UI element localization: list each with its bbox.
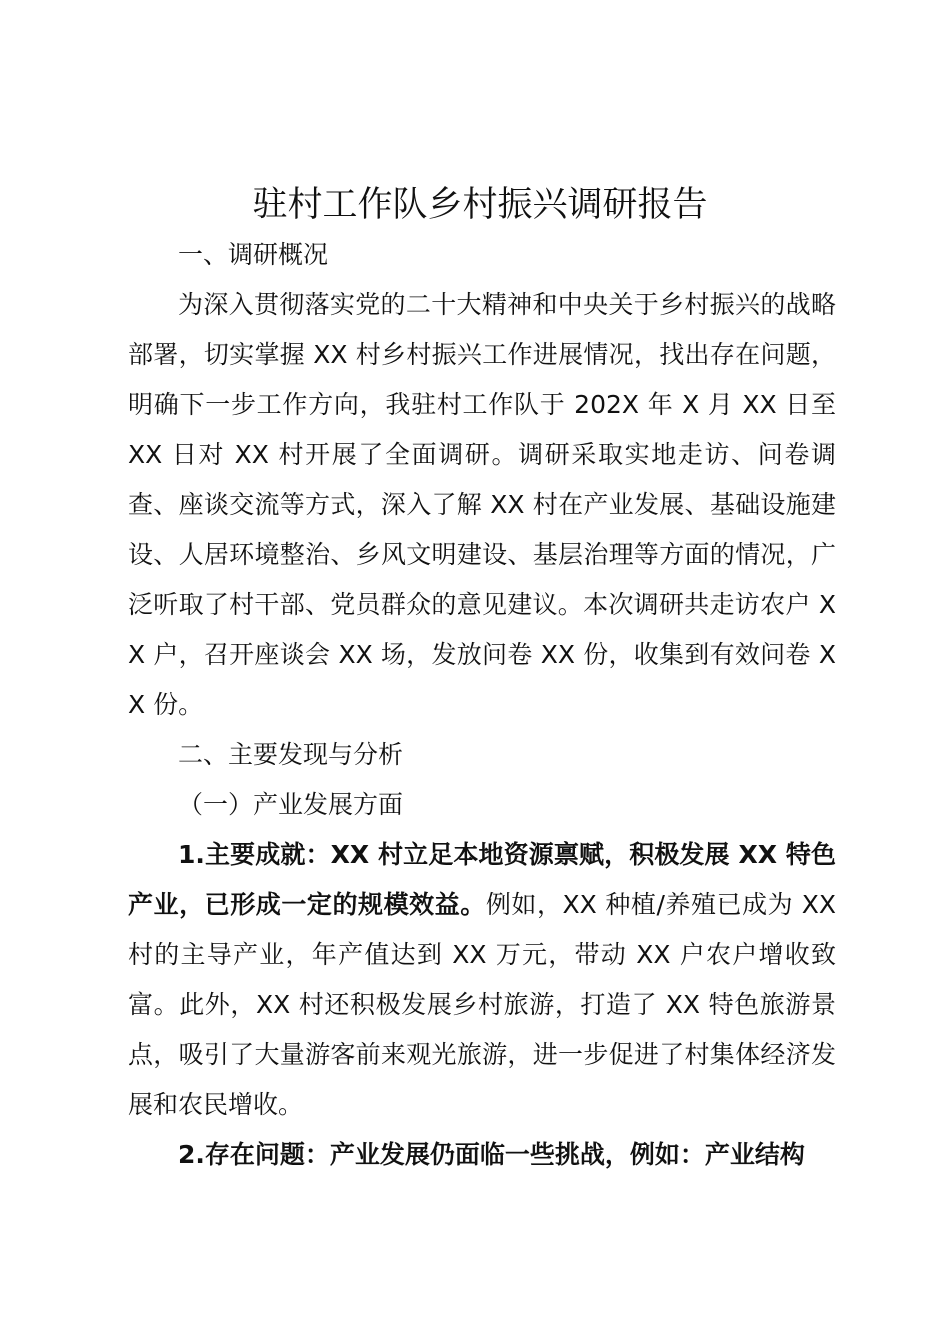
achievements-lead: 1.主要成就：XX 村立足本地资源禀赋，积极发展 XX 特色产业，已形成一定的规模效益。 <box>128 840 836 919</box>
achievements-text: 例如，XX 种植/养殖已成为 XX 村的主导产业，年产值达到 XX 万元，带动 XX 户农户增收致富。此外，XX 村还积极发展乡村旅游，打造了 XX 特色旅游景点，吸引了大量游客前来观光旅游，进一步促进了村集体经济发展和农民增收。 <box>128 890 836 1119</box>
industry-problems-paragraph <box>128 1130 836 1180</box>
document-body <box>128 230 836 1180</box>
subsection-heading-industry: （一）产业发展方面 <box>178 790 404 819</box>
industry-achievements-paragraph <box>128 830 836 1130</box>
problems-lead: 2.存在问题：产业发展仍面临一些挑战，例如：产业结构 <box>178 1140 805 1169</box>
section-heading-overview: 一、调研概况 <box>178 240 329 269</box>
overview-paragraph: 为深入贯彻落实党的二十大精神和中央关于乡村振兴的战略部署，切实掌握 XX 村乡村振兴工作进展情况，找出存在问题，明确下一步工作方向，我驻村工作队于 202X 年 X 月 XX 日至 XX 日对 XX 村开展了全面调研。调研采取实地走访、问卷调查、座谈交流等方式，深入了解 XX 村在产业发展、基础设施建设、人居环境整治、乡风文明建设、基层治理等方面的情况，广泛听取了村干部、党员群众的意见建议。本次调研共走访农户 XX 户，召开座谈会 XX 场，发放问卷 XX 份，收集到有效问卷 XX 份。 <box>128 290 836 719</box>
document-title: 驻村工作队乡村振兴调研报告 <box>252 185 708 225</box>
section-heading-findings: 二、主要发现与分析 <box>178 740 404 769</box>
